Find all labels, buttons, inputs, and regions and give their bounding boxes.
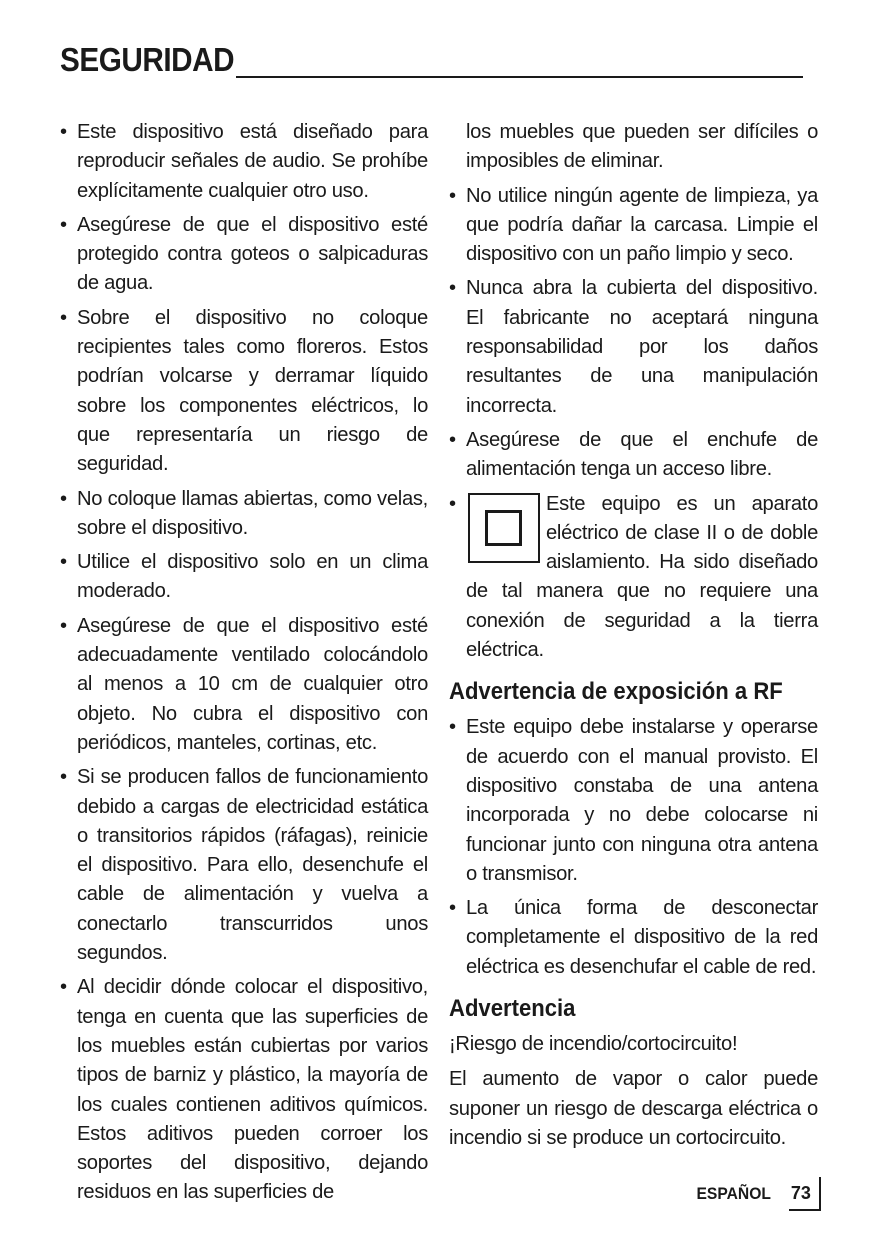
rf-list: [449, 713, 818, 982]
warning-line-1: ¡Riesgo de incendio/cortocircuito!: [449, 1033, 738, 1056]
list-item: • Utilice el dispositivo solo en un clima moderado.: [60, 548, 428, 607]
list-item-class2: [449, 490, 818, 666]
footer-language: ESPAÑOL: [696, 1184, 771, 1203]
page-footer: [690, 1177, 821, 1211]
list-item: • La única forma de desconectar completamente el dispositivo de la red eléctrica es desenchufar el cable de red.: [449, 894, 818, 982]
list-item: • Nunca abra la cubierta del dispositivo. El fabricante no aceptará ninguna responsabilidad por los daños resultantes de una manipulación incorrecta.: [449, 274, 818, 420]
page-title: SEGURIDAD: [60, 41, 235, 78]
list-item: • No coloque llamas abiertas, como velas, sobre el dispositivo.: [60, 485, 428, 544]
page-number: 73: [789, 1177, 821, 1211]
safety-list: [60, 118, 428, 1208]
title-rule: [236, 76, 803, 78]
list-item: • Al decidir dónde colocar el dispositivo, tenga en cuenta que las superficies de los muebles están cubiertas por varios tipos de barniz y plástico, la mayoría de los cuales contienen aditivos químicos. Estos aditivos pueden corroer los soportes del dispositivo, dejando residuos en las superficies de: [60, 973, 428, 1207]
list-item-continuation: los muebles que pueden ser difíciles o imposibles de eliminar.: [466, 121, 818, 173]
warning-heading: Advertencia: [449, 995, 576, 1023]
warning-line-2: El aumento de vapor o calor puede suponer un riesgo de descarga eléctrica o incendio si se produce un cortocircuito.: [449, 1068, 818, 1149]
class2-text: Este equipo es un aparato eléctrico de clase II o de doble aislamiento. Ha sido diseñado de tal manera que no requiere una conexión de seguridad a la tierra eléctrica.: [466, 492, 818, 662]
list-item: • Sobre el dispositivo no coloque recipientes tales como floreros. Estos podrían volcarse y derramar líquido sobre los componentes eléctricos, lo que representaría un riesgo de seguridad.: [60, 304, 428, 480]
list-item: • Este equipo debe instalarse y operarse de acuerdo con el manual provisto. El dispositivo constaba de una antena incorporada y no debe colocarse ni funcionar junto con ninguna otra antena o transmisor.: [449, 713, 818, 889]
class-ii-double-insulation-icon: [468, 493, 540, 563]
list-item: • Asegúrese de que el enchufe de alimentación tenga un acceso libre.: [449, 426, 818, 485]
left-column: [60, 118, 428, 1213]
list-item: • No utilice ningún agente de limpieza, ya que podría dañar la carcasa. Limpie el dispositivo con un paño limpio y seco.: [449, 182, 818, 270]
list-item: • Este dispositivo está diseñado para reproducir señales de audio. Se prohíbe explícitamente cualquier otro uso.: [60, 118, 428, 206]
list-item: • Si se producen fallos de funcionamiento debido a cargas de electricidad estática o transitorios rápidos (ráfagas), reinicie el dispositivo. Para ello, desenchufe el cable de alimentación y vuelva a conectarlo transcurridos unos segundos.: [60, 763, 428, 968]
list-item: • Asegúrese de que el dispositivo esté protegido contra goteos o salpicaduras de agua.: [60, 211, 428, 299]
rf-heading: Advertencia de exposición a RF: [449, 678, 783, 706]
safety-list-continued: [449, 118, 818, 665]
right-column: [449, 118, 818, 1159]
list-item: • Asegúrese de que el dispositivo esté adecuadamente ventilado colocándolo al menos a 10 cm de cualquier otro objeto. No cubra el dispositivo con periódicos, manteles, cortinas, etc.: [60, 612, 428, 758]
